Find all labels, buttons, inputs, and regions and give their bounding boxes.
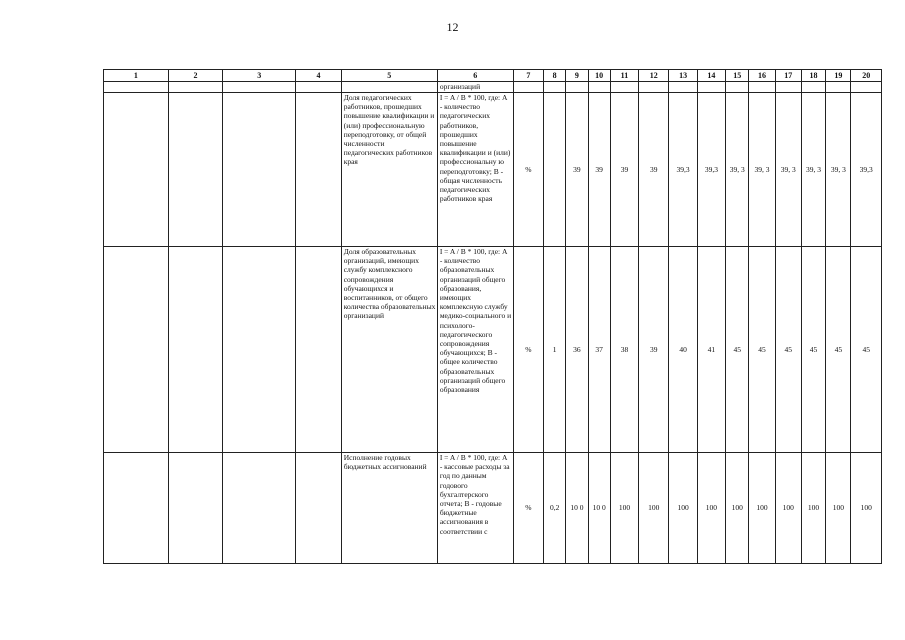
value-cell (749, 82, 775, 93)
column-header: 18 (801, 70, 825, 82)
empty-cell (104, 82, 169, 93)
empty-cell (223, 453, 296, 564)
value-cell: 100 (749, 453, 775, 564)
column-header: 3 (223, 70, 296, 82)
value-cell (669, 82, 697, 93)
value-cell (726, 82, 749, 93)
value-cell: 45 (726, 247, 749, 453)
empty-cell (296, 93, 342, 247)
value-cell: 100 (826, 453, 851, 564)
value-cell: 100 (639, 453, 669, 564)
column-header: 10 (588, 70, 610, 82)
table-row (104, 453, 882, 564)
value-cell: 100 (697, 453, 725, 564)
column-header: 1 (104, 70, 169, 82)
value-cell: 100 (801, 453, 825, 564)
column-header: 13 (669, 70, 697, 82)
column-header: 6 (437, 70, 513, 82)
value-cell: 45 (749, 247, 775, 453)
value-cell: 40 (669, 247, 697, 453)
formula-cell: I = A / B * 100, где: А - количество образовательных организаций общего образования, имеющих комплексную службу медико-социального и психолого-педагогического сопровождения обучающихся; В - общее количество образовательных организаций общего образования (437, 247, 513, 453)
value-cell: 10 0 (566, 453, 588, 564)
indicator-name-cell: Доля образовательных организаций, имеющих службу комплексного сопровождения обучающихся и воспитанников, от общего количества образовательных организаций (341, 247, 437, 453)
column-header: 19 (826, 70, 851, 82)
value-cell: 0,2 (544, 453, 566, 564)
value-cell: 39, 3 (826, 93, 851, 247)
value-cell: 38 (610, 247, 638, 453)
column-header: 20 (851, 70, 882, 82)
empty-cell (104, 453, 169, 564)
value-cell (697, 82, 725, 93)
value-cell: 39, 3 (775, 93, 801, 247)
column-header: 17 (775, 70, 801, 82)
value-cell (826, 82, 851, 93)
value-cell: 100 (610, 453, 638, 564)
value-cell: 45 (775, 247, 801, 453)
unit-cell: % (513, 93, 543, 247)
empty-cell (104, 247, 169, 453)
table-row (104, 82, 882, 93)
column-header: 5 (341, 70, 437, 82)
unit-cell: % (513, 453, 543, 564)
value-cell (775, 82, 801, 93)
value-cell: 39 (566, 93, 588, 247)
column-header: 4 (296, 70, 342, 82)
value-cell: 41 (697, 247, 725, 453)
value-cell (544, 82, 566, 93)
value-cell (639, 82, 669, 93)
value-cell: 39,3 (669, 93, 697, 247)
column-header: 9 (566, 70, 588, 82)
value-cell: 39 (639, 247, 669, 453)
column-header: 2 (168, 70, 223, 82)
value-cell (566, 82, 588, 93)
value-cell: 39 (639, 93, 669, 247)
column-header: 15 (726, 70, 749, 82)
value-cell: 37 (588, 247, 610, 453)
table-row (104, 247, 882, 453)
value-cell: 45 (826, 247, 851, 453)
value-cell: 100 (775, 453, 801, 564)
column-header: 16 (749, 70, 775, 82)
value-cell (851, 82, 882, 93)
value-cell: 39 (588, 93, 610, 247)
indicator-name-cell: Исполнение годовых бюджетных ассигнований (341, 453, 437, 564)
value-cell (588, 82, 610, 93)
value-cell: 1 (544, 247, 566, 453)
empty-cell (223, 247, 296, 453)
column-header: 8 (544, 70, 566, 82)
empty-cell (223, 82, 296, 93)
formula-cell: организаций (437, 82, 513, 93)
page-number: 12 (446, 20, 459, 34)
formula-cell: I = A / B * 100, где: А - кассовые расходы за год по данным годового бухгалтерского отчета; В - годовые бюджетные ассигнования в соответствии с (437, 453, 513, 564)
empty-cell (104, 93, 169, 247)
column-header: 7 (513, 70, 543, 82)
value-cell: 100 (669, 453, 697, 564)
value-cell: 100 (726, 453, 749, 564)
empty-cell (168, 247, 223, 453)
empty-cell (168, 453, 223, 564)
value-cell: 10 0 (588, 453, 610, 564)
indicator-name-cell: Доля педагогических работников, прошедших повышение квалификации и (или) профессиональную переподготовку, от общей численности педагогических работников края (341, 93, 437, 247)
value-cell (544, 93, 566, 247)
empty-cell (296, 453, 342, 564)
value-cell: 39 (610, 93, 638, 247)
column-header: 11 (610, 70, 638, 82)
value-cell: 39, 3 (726, 93, 749, 247)
value-cell (801, 82, 825, 93)
column-header: 14 (697, 70, 725, 82)
formula-cell: I = A / B * 100, где: А - количество педагогических работников, прошедших повышение квалификации и (или) профессиональну ю переподготовку; В - общая численность педагогических работников края (437, 93, 513, 247)
value-cell: 45 (851, 247, 882, 453)
value-cell: 39,3 (851, 93, 882, 247)
value-cell: 45 (801, 247, 825, 453)
empty-cell (168, 82, 223, 93)
value-cell: 39, 3 (801, 93, 825, 247)
indicator-table (103, 69, 882, 564)
unit-cell (513, 82, 543, 93)
column-header: 12 (639, 70, 669, 82)
empty-cell (223, 93, 296, 247)
empty-cell (168, 93, 223, 247)
value-cell: 39, 3 (749, 93, 775, 247)
value-cell (610, 82, 638, 93)
value-cell: 36 (566, 247, 588, 453)
unit-cell: % (513, 247, 543, 453)
empty-cell (296, 82, 342, 93)
value-cell: 39,3 (697, 93, 725, 247)
empty-cell (296, 247, 342, 453)
table-header-row (104, 70, 882, 82)
indicator-name-cell (341, 82, 437, 93)
value-cell: 100 (851, 453, 882, 564)
table-row (104, 93, 882, 247)
